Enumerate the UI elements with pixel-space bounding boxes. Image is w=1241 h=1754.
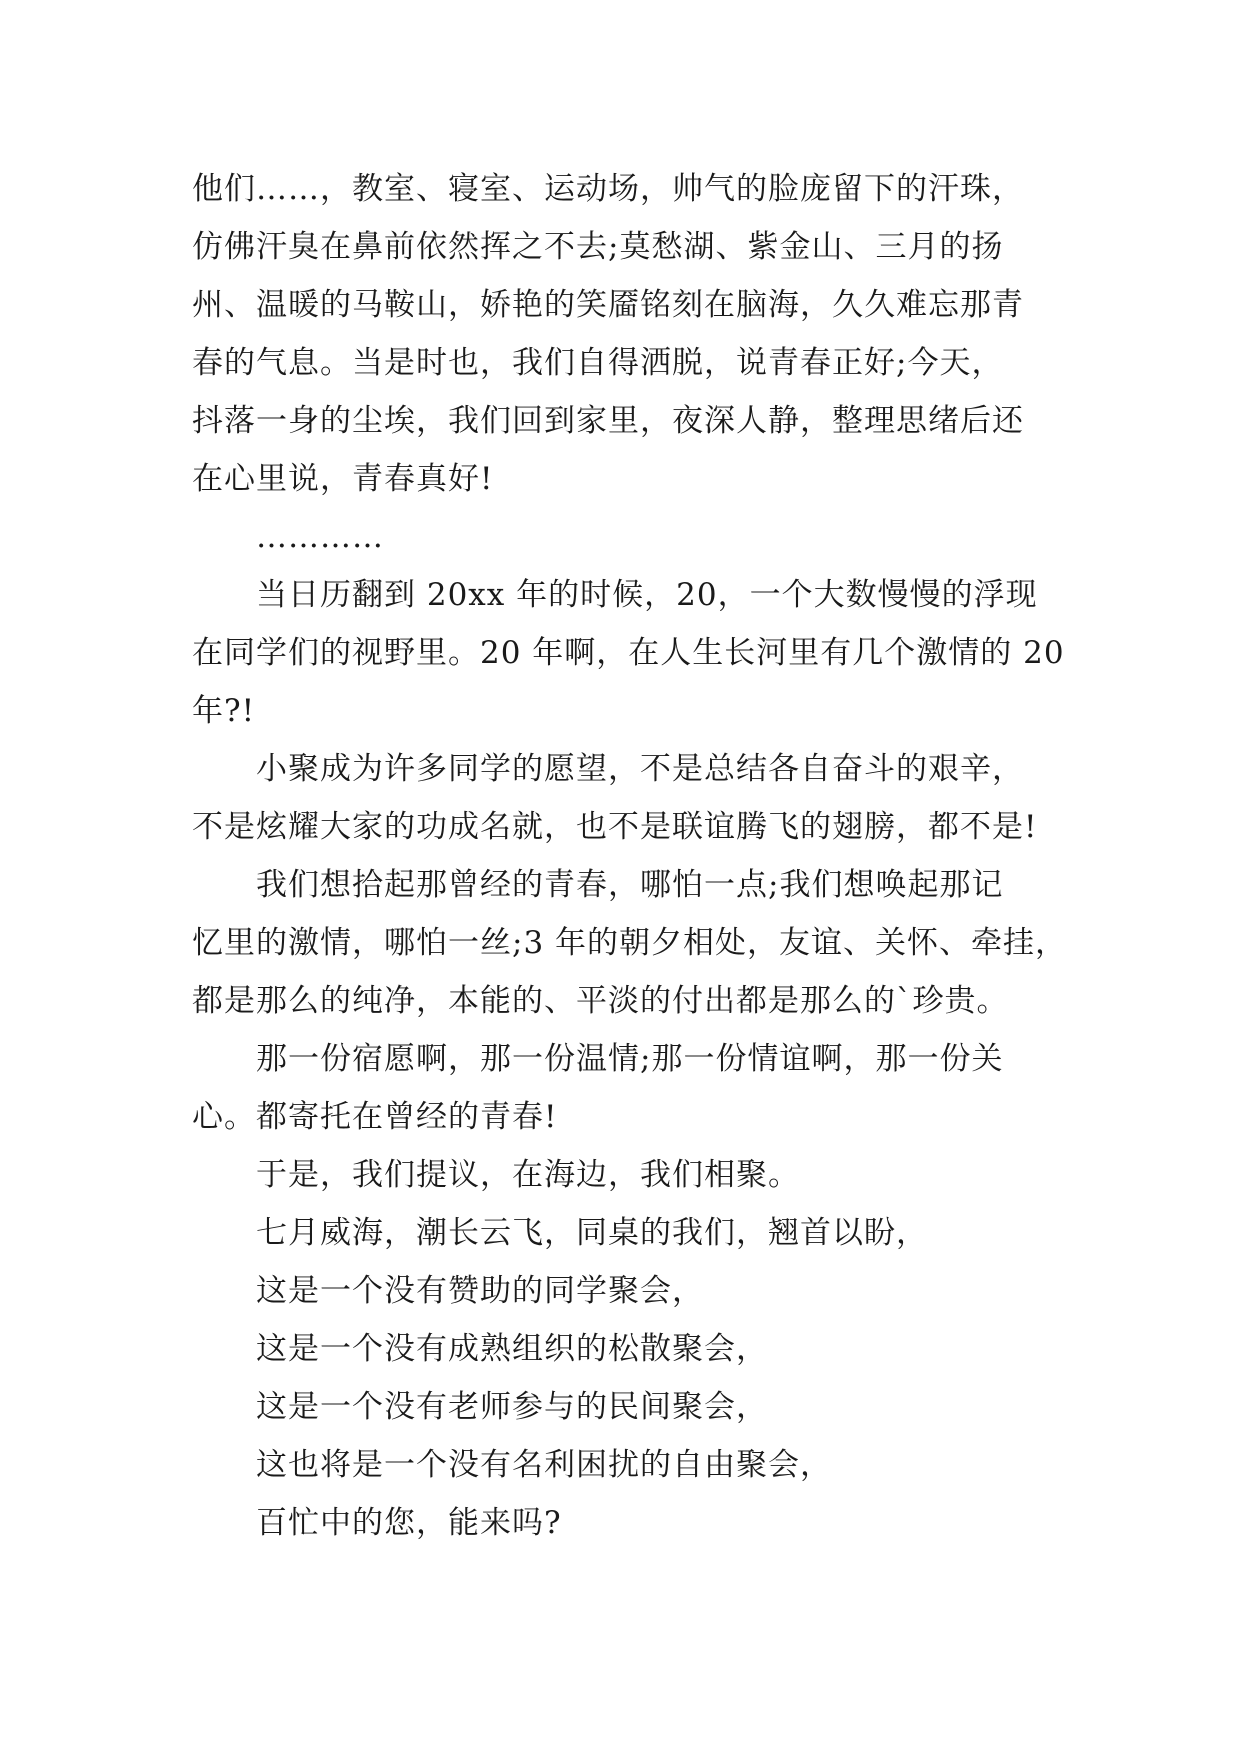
- text-line: 心。都寄托在曾经的青春!: [192, 1099, 558, 1135]
- paragraph: [192, 566, 1065, 740]
- paragraph: [192, 1204, 1062, 1262]
- paragraph: [192, 1320, 1062, 1378]
- paragraph: [192, 1378, 1062, 1436]
- text-line: 我们想拾起那曾经的青春，哪怕一点;我们想唤起那记: [256, 867, 1004, 903]
- text-line: 七月威海，潮长云飞，同桌的我们，翘首以盼，: [256, 1215, 928, 1251]
- text-line: 百忙中的您，能来吗?: [256, 1505, 562, 1541]
- text-line: 这也将是一个没有名利困扰的自由聚会，: [256, 1447, 832, 1483]
- text-line: 在同学们的视野里。20 年啊，在人生长河里有几个激情的 20: [192, 635, 1065, 671]
- paragraph: [192, 1436, 1062, 1494]
- text-line: 在心里说，青春真好!: [192, 461, 494, 497]
- paragraph: [192, 1262, 1062, 1320]
- paragraph: [192, 160, 1062, 508]
- paragraph: [192, 1030, 1062, 1146]
- text-line: 这是一个没有赞助的同学聚会，: [256, 1273, 704, 1309]
- paragraph: [192, 740, 1062, 856]
- text-line: 抖落一身的尘埃，我们回到家里，夜深人静，整理思绪后还: [192, 403, 1024, 439]
- text-line: 于是，我们提议，在海边，我们相聚。: [256, 1157, 800, 1193]
- text-line: 春的气息。当是时也，我们自得洒脱，说青春正好;今天，: [192, 345, 1004, 381]
- text-line: 当日历翻到 20xx 年的时候，20，一个大数慢慢的浮现: [256, 577, 1038, 613]
- paragraph: [192, 508, 1062, 566]
- document-body: [192, 160, 1068, 1552]
- text-line: 小聚成为许多同学的愿望，不是总结各自奋斗的艰辛，: [256, 751, 1024, 787]
- text-line: 都是那么的纯净，本能的、平淡的付出都是那么的`珍贵。: [192, 983, 1009, 1019]
- text-line: 仿佛汗臭在鼻前依然挥之不去;莫愁湖、紫金山、三月的扬: [192, 229, 1004, 265]
- text-line: 这是一个没有老师参与的民间聚会，: [256, 1389, 768, 1425]
- paragraph: [192, 1494, 1062, 1552]
- text-line: 那一份宿愿啊，那一份温情;那一份情谊啊，那一份关: [256, 1041, 1004, 1077]
- paragraph: [192, 856, 1068, 1030]
- text-line: 忆里的激情，哪怕一丝;3 年的朝夕相处，友谊、关怀、牵挂，: [192, 925, 1068, 961]
- text-line: 年?!: [192, 693, 256, 729]
- text-line: 这是一个没有成熟组织的松散聚会，: [256, 1331, 768, 1367]
- text-line: 州、温暖的马鞍山，娇艳的笑靥铭刻在脑海，久久难忘那青: [192, 287, 1024, 323]
- text-line: 不是炫耀大家的功成名就，也不是联谊腾飞的翅膀，都不是!: [192, 809, 1038, 845]
- paragraph: [192, 1146, 1062, 1204]
- text-line: …………: [256, 519, 384, 555]
- text-line: 他们……，教室、寝室、运动场，帅气的脸庞留下的汗珠，: [192, 171, 1024, 207]
